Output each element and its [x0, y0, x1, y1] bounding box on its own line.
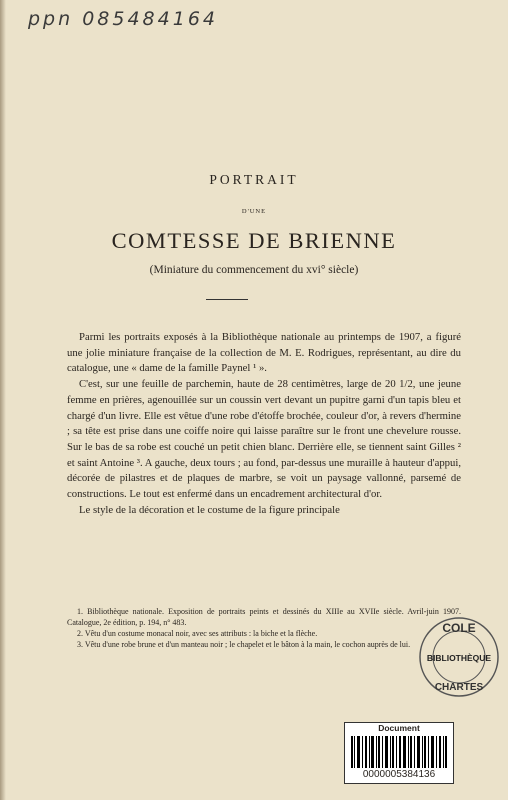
paragraph: Parmi les portraits exposés à la Bibliothèque nationale au printemps de 1907, a figuré une jolie miniature française de la collection de M. E. Rodrigues, représentant, au dire du catalogue, une « dame de la famille Paynel ¹ ».	[67, 331, 461, 375]
subtitle: (Miniature du commencement du xvi° siècle)	[149, 264, 359, 276]
title-portrait: PORTRAIT	[209, 172, 299, 187]
paragraph: C'est, sur une feuille de parchemin, haute de 28 centimètres, large de 20 1/2, une jeune femme en prières, agenouillée sur un coussin vert devant un pupitre garni d'un tapis bleu et chargé d'un livre. Elle est vêtue d'une robe d'étoffe brochée, couleur d'or, à revers d'hermine ; sa tête est prise dans une coiffe noire qui laisse paraître sur le front une chevelure rousse. Sur le bas de sa robe est couché un petit chien blanc. Derrière elle, se tiennent saint Gilles ² et saint Antoine ³. A gauche, deux tours ; au fond, par-dessus une muraille à hauteur d'appui, décorée de pilastres et de plaques de marbre, se voit un paysage vallonné, parsemé de constructions. Le tout est enfermé dans un encadrement architectural d'or.	[67, 378, 461, 501]
barcode-number: 0000005384136	[362, 769, 436, 780]
title-dune: D'UNE	[241, 208, 267, 215]
library-stamp	[418, 616, 500, 698]
paragraph: Le style de la décoration et le costume de la figure principale	[79, 503, 340, 516]
footnote: 3. Vêtu d'une robe brune et d'un manteau noir ; le chapelet et le bâton à la main, le cochon auprès de lui.	[77, 640, 411, 649]
footnotes	[67, 606, 461, 650]
footnote: 2. Vêtu d'un costume monacal noir, avec ses attributs : la biche et la flèche.	[77, 629, 318, 638]
barcode-title: Document	[378, 723, 420, 733]
handwritten-annotation: ppn 085484164	[28, 8, 218, 30]
title-main: COMTESSE DE BRIENNE	[111, 228, 397, 253]
footnote: 1. Bibliothèque nationale. Exposition de portraits peints et dessinés du XIIIe au XVIIe siècle. Avril-juin 1907. Catalogue, 2e édition, p. 194, n° 483.	[67, 607, 461, 627]
stamp-middle: BIBLIOTHÈQUE	[426, 653, 492, 663]
stamp-top: COLE	[442, 621, 476, 635]
title-divider	[206, 299, 248, 300]
stamp-bottom: CHARTES	[434, 682, 484, 693]
barcode-label	[344, 722, 454, 784]
body-text	[67, 330, 461, 518]
barcode-icon	[350, 736, 448, 768]
